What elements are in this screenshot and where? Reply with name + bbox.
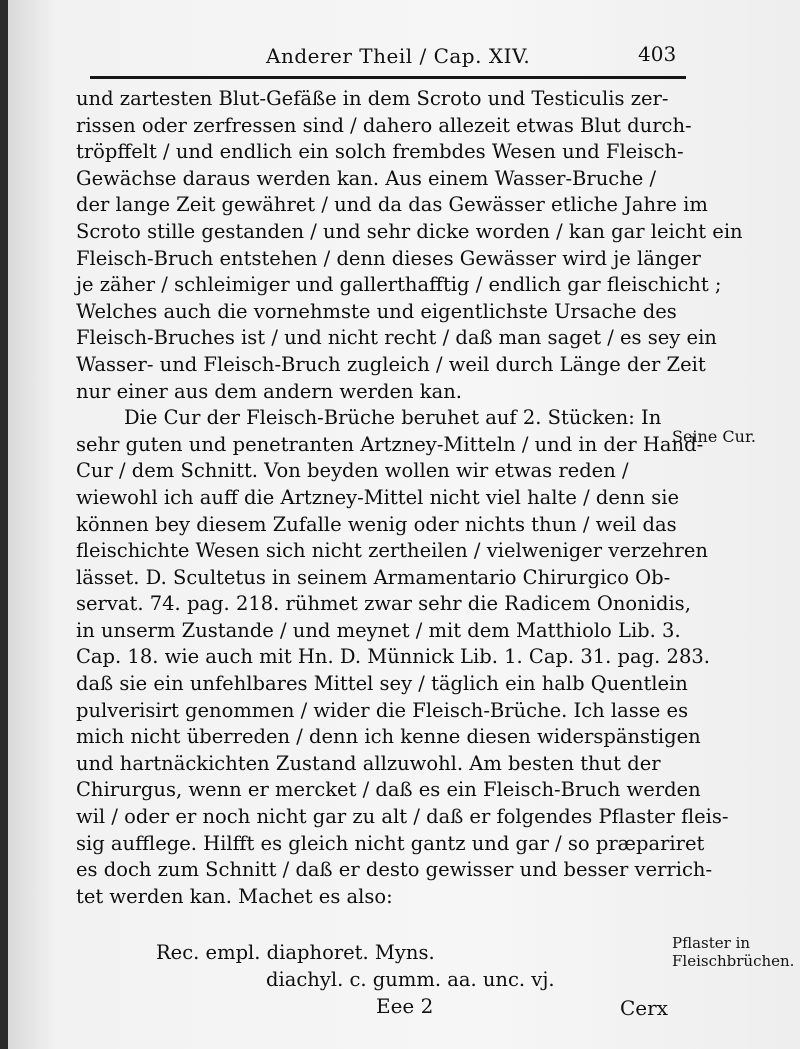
text-line: lässet. D. Scultetus in seinem Armamentario Chirurgico Ob- <box>76 565 671 589</box>
text-line: tröpffelt / und endlich ein solch frembdes Wesen und Fleisch- <box>76 140 684 164</box>
book-page <box>8 0 800 1049</box>
text-line: daß sie ein unfehlbares Mittel sey / täglich ein halb Quentlein <box>76 672 688 696</box>
text-line: können bey diesem Zufalle wenig oder nichts thun / weil das <box>76 512 677 536</box>
text-line: und hartnäckichten Zustand allzuwohl. Am besten thut der <box>76 751 661 775</box>
margin-note-plaster <box>672 934 794 970</box>
text-line: in unserm Zustande / und meynet / mit dem Matthiolo Lib. 3. <box>76 618 681 642</box>
text-line: tet werden kan. Machet es also: <box>76 884 393 908</box>
text-line: sehr guten und penetranten Artzney-Mitteln / und in der Hand- <box>76 432 704 456</box>
text-line: Cur / dem Schnitt. Von beyden wollen wir etwas reden / <box>76 459 629 483</box>
text-line: rissen oder zerfressen sind / dahero allezeit etwas Blut durch- <box>76 113 692 137</box>
text-line: Fleisch-Bruch entstehen / denn dieses Gewässer wird je länger <box>76 246 701 270</box>
text-line: der lange Zeit gewähret / und da das Gewässer etliche Jahre im <box>76 193 708 217</box>
text-line: Scroto stille gestanden / und sehr dicke worden / kan gar leicht ein <box>76 219 743 243</box>
text-line: Chirurgus, wenn er mercket / daß es ein Fleisch-Bruch werden <box>76 778 701 802</box>
recipe-block <box>76 940 676 993</box>
text-line: wiewohl ich auff die Artzney-Mittel nicht viel halte / denn sie <box>76 485 679 509</box>
margin-note-line: Fleischbrüchen. <box>672 952 795 970</box>
recipe-line: diachyl. c. gumm. aa. unc. vj. <box>266 967 555 991</box>
margin-note-cure: Seine Cur. <box>672 427 756 446</box>
text-line: Cap. 18. wie auch mit Hn. D. Münnick Lib. 1. Cap. 31. pag. 283. <box>76 645 710 669</box>
text-line: je zäher / schleimiger und gallerthafftig / endlich gar fleischicht ; <box>76 273 722 297</box>
text-line: sig aufflege. Hilfft es gleich nicht gantz und gar / so præpariret <box>76 831 705 855</box>
margin-note-line: Pflaster in <box>672 934 751 952</box>
text-line: pulverisirt genommen / wider die Fleisch-Brüche. Ich lasse es <box>76 698 689 722</box>
text-line: wil / oder er noch nicht gar zu alt / daß er folgendes Pflaster fleis- <box>76 805 729 829</box>
page-number: 403 <box>638 42 677 66</box>
text-line: fleischichte Wesen sich nicht zertheilen / vielweniger verzehren <box>76 539 708 563</box>
running-title: Anderer Theil / Cap. XIV. <box>266 44 531 68</box>
text-line: und zartesten Blut-Gefäße in dem Scroto und Testiculis zer- <box>76 87 669 110</box>
text-line: Wasser- und Fleisch-Bruch zugleich / weil durch Länge der Zeit <box>76 352 706 376</box>
paragraph-start-line: Die Cur der Fleisch-Brüche beruhet auf 2. Stücken: In <box>124 406 662 430</box>
bleed-through-text <box>186 8 193 24</box>
text-line: Gewächse daraus werden kan. Aus einem Wasser-Bruche / <box>76 166 657 190</box>
catchword: Cerx <box>620 996 668 1020</box>
header-rule <box>90 76 686 79</box>
text-line: Welches auch die vornehmste und eigentlichste Ursache des <box>76 299 677 323</box>
text-line: mich nicht überreden / denn ich kenne diesen widerspänstigen <box>76 725 701 749</box>
recipe-line: Rec. empl. diaphoret. Myns. <box>156 941 435 964</box>
text-line: Fleisch-Bruches ist / und nicht recht / daß man saget / es sey ein <box>76 326 717 350</box>
text-line: servat. 74. pag. 218. rühmet zwar sehr die Radicem Ononidis, <box>76 592 691 616</box>
text-line: es doch zum Schnitt / daß er desto gewisser und besser verrich- <box>76 858 713 882</box>
text-line: nur einer aus dem andern werden kan. <box>76 379 462 403</box>
signature-mark: Eee 2 <box>376 994 434 1018</box>
